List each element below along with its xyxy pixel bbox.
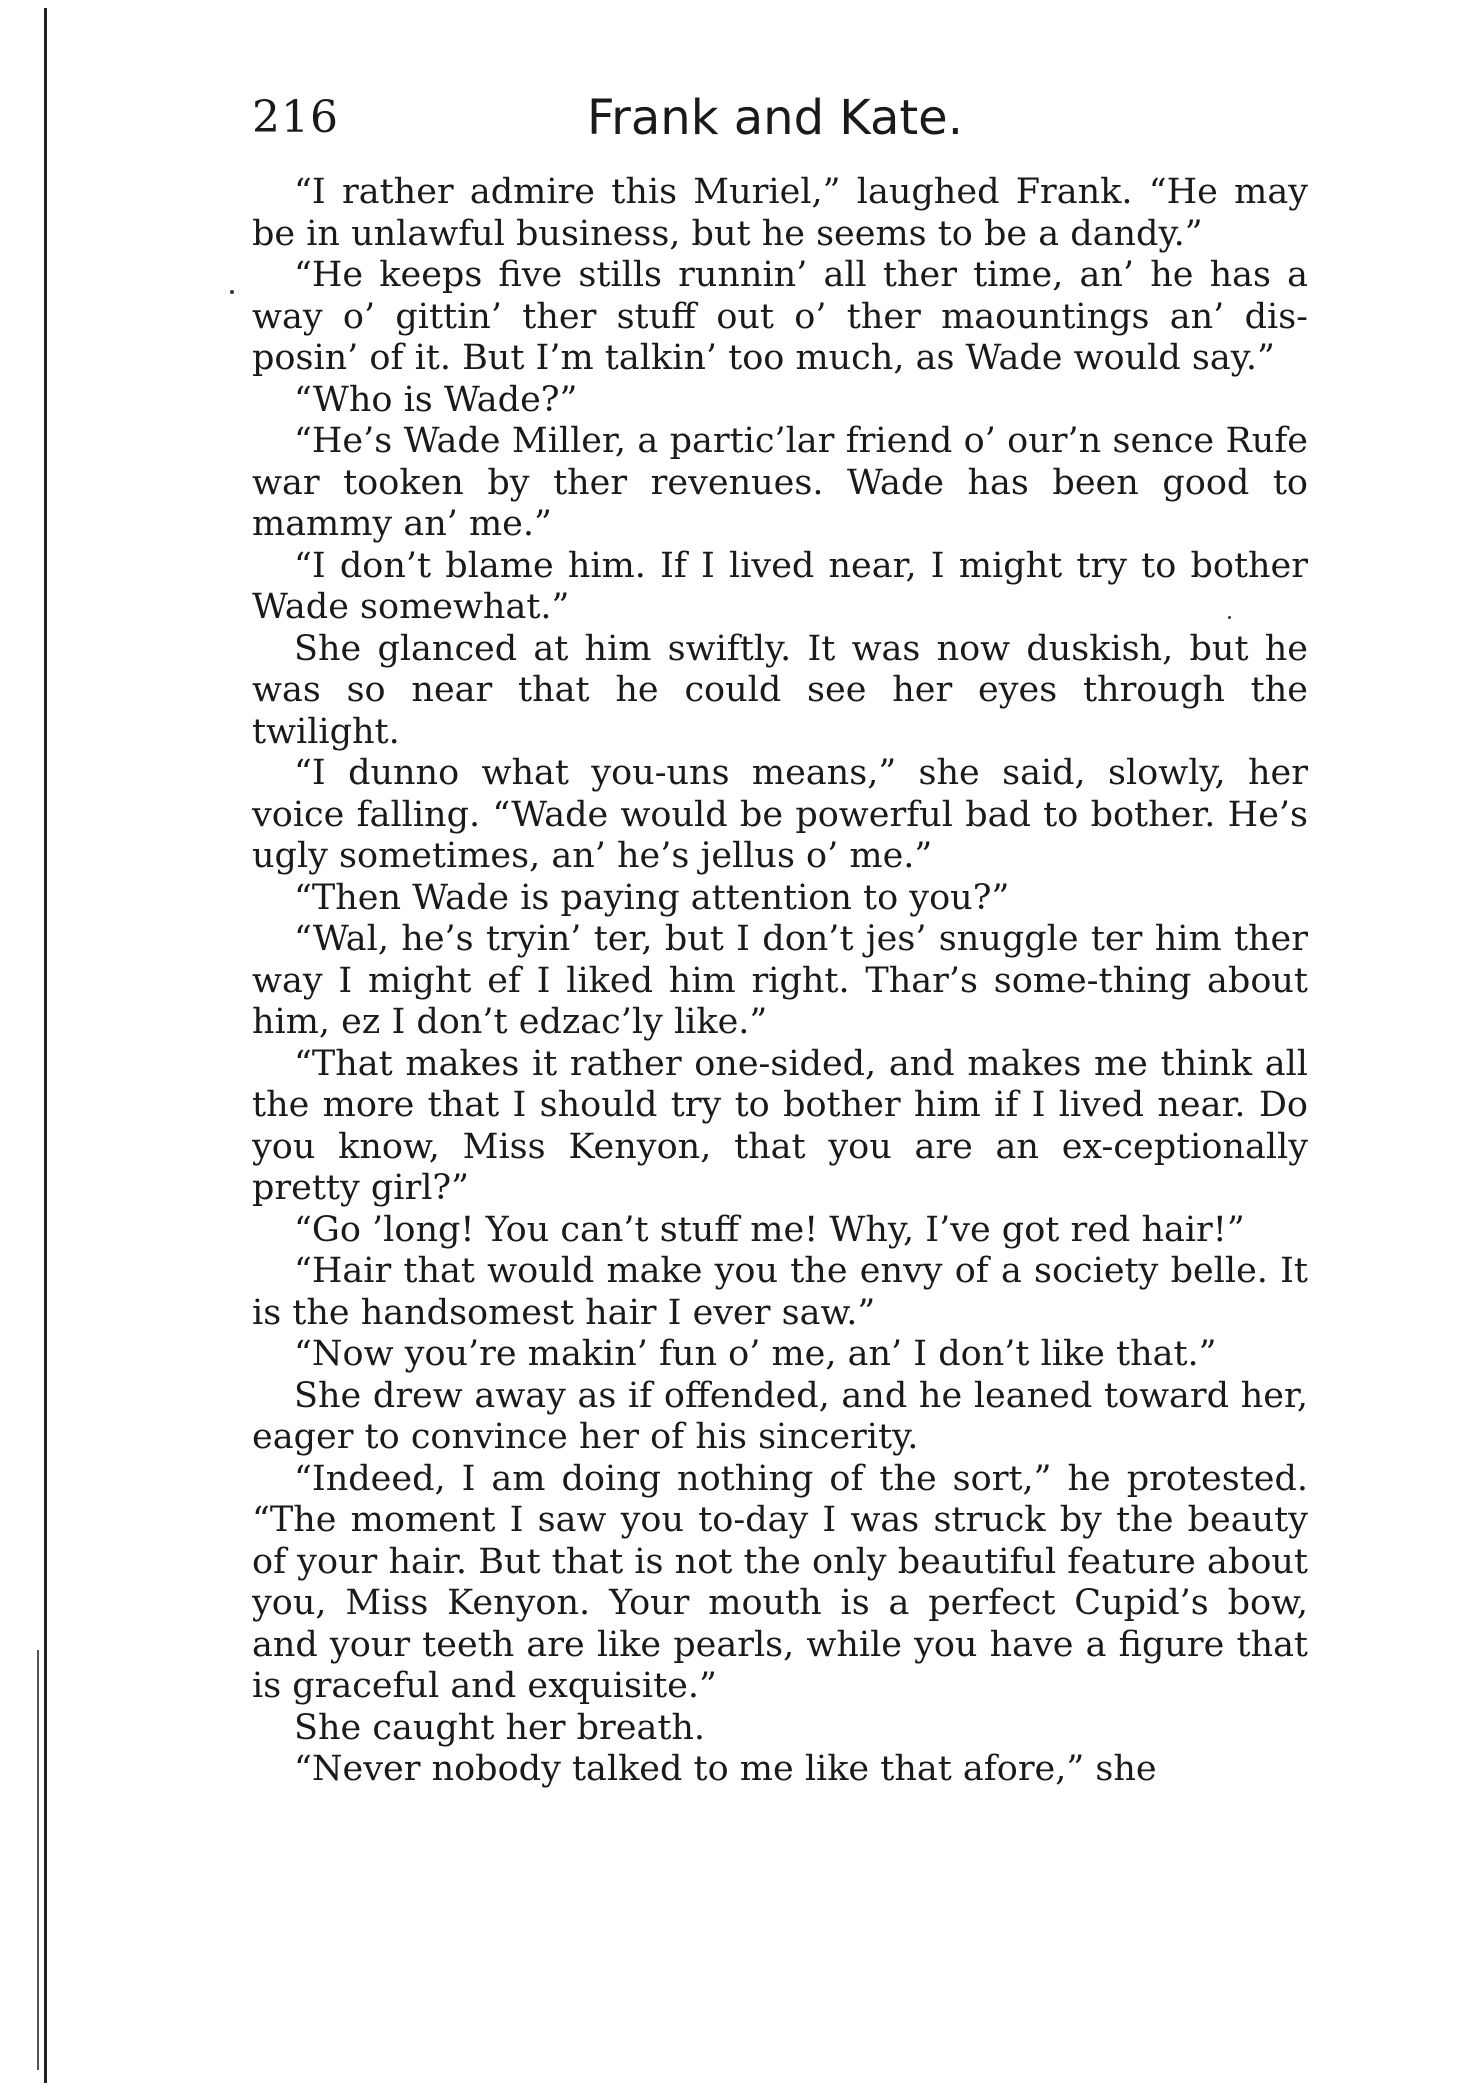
page-number: 216 bbox=[252, 92, 339, 143]
paragraph: “I dunno what you-uns means,” she said, slowly, her voice falling. “Wade would be powerful bad to bother. He’s ugly sometimes, an’ he’s jellus o’ me.” bbox=[252, 753, 1308, 876]
paragraph: “Wal, he’s tryin’ ter, but I don’t jes’ snuggle ter him ther way I might ef I liked him right. Thar’s some-thing about him, ez I don’t edzac’ly like.” bbox=[252, 919, 1308, 1042]
paragraph: “Hair that would make you the envy of a society belle. It is the handsomest hair I ever saw.” bbox=[252, 1251, 1308, 1333]
paragraph: “He keeps five stills runnin’ all ther time, an’ he has a way o’ gittin’ ther stuff out o’ ther maountings an’ dis-posin’ of it. But I’m talkin’ too much, as Wade would say.” bbox=[252, 255, 1308, 378]
paragraph: She caught her breath. bbox=[294, 1707, 706, 1748]
running-title: Frank and Kate. bbox=[587, 90, 963, 146]
paragraph: “Then Wade is paying attention to you?” bbox=[294, 877, 1010, 918]
paragraph: “He’s Wade Miller, a partic’lar friend o’ our’n sence Rufe war tooken by ther revenues. Wade has been good to mammy an’ me.” bbox=[252, 421, 1308, 544]
paragraph: “Who is Wade?” bbox=[294, 379, 578, 420]
binding-edge-line bbox=[44, 8, 47, 2083]
paragraph: “I rather admire this Muriel,” laughed Frank. “He may be in unlawful business, but he seems to be a dandy.” bbox=[252, 172, 1308, 254]
paragraph: “I don’t blame him. If I lived near, I might try to bother Wade somewhat.” bbox=[252, 545, 1308, 627]
page-body bbox=[252, 172, 1308, 1791]
page-header bbox=[252, 92, 1308, 164]
paragraph: She glanced at him swiftly. It was now duskish, but he was so near that he could see her eyes through the twilight. bbox=[252, 628, 1308, 752]
print-speck bbox=[230, 290, 234, 294]
paragraph: “Indeed, I am doing nothing of the sort,” he protested. “The moment I saw you to-day I was struck by the beauty of your hair. But that is not the only beautiful feature about you, Miss Kenyon. Your mouth is a perfect Cupid’s bow, and your teeth are like pearls, while you have a figure that is graceful and exquisite.” bbox=[252, 1458, 1308, 1706]
paragraph: “That makes it rather one-sided, and makes me think all the more that I should try to bother him if I lived near. Do you know, Miss Kenyon, that you are an ex-ceptionally pretty girl?” bbox=[252, 1043, 1308, 1208]
book-page bbox=[252, 92, 1308, 1791]
paragraph: She drew away as if offended, and he leaned toward her, eager to convince her of his sincerity. bbox=[252, 1375, 1308, 1457]
paragraph: “Now you’re makin’ fun o’ me, an’ I don’t like that.” bbox=[294, 1334, 1217, 1374]
paragraph: “Never nobody talked to me like that afore,” she bbox=[294, 1749, 1157, 1789]
paragraph: “Go ’long! You can’t stuff me! Why, I’ve got red hair!” bbox=[294, 1209, 1245, 1250]
binding-edge-line-secondary bbox=[37, 1650, 39, 2070]
